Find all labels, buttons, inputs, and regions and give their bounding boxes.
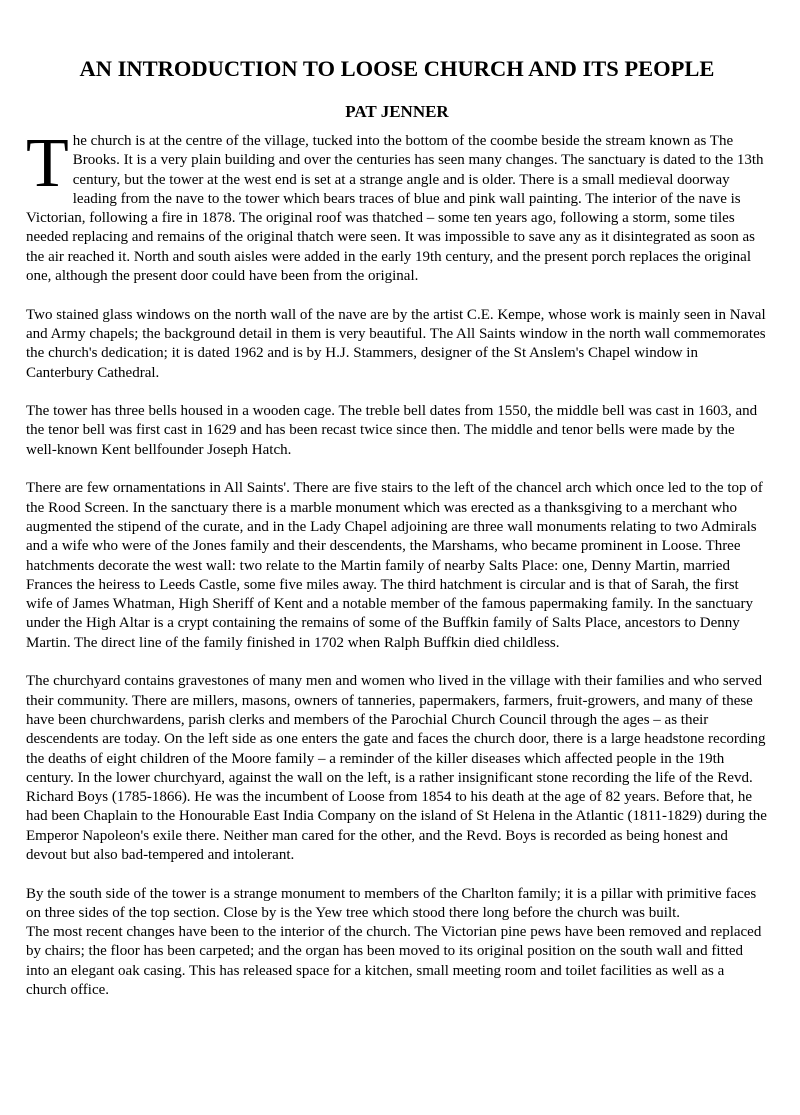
document-title: AN INTRODUCTION TO LOOSE CHURCH AND ITS PEOPLE [79,56,715,81]
document-page [26,0,768,1000]
paragraph-intro [26,125,768,286]
paragraph-recent-changes: The most recent changes have been to the interior of the church. The Victorian pine pews have been removed and replaced by chairs; the floor has been carpeted; and the organ has been moved to its original position on the south wall and fitted into an elegant oak casing. This has released space for a kitchen, small meeting room and toilet facilities as well as a church office. [26,924,762,999]
paragraph-windows: Two stained glass windows on the north wall of the nave are by the artist C.E. Kempe, whose work is mainly seen in Naval and Army chapels; the background detail in them is very beautiful. The All Saints window in the north wall commemorates the church's dedication; it is dated 1962 and is by H.J. Stammers, designer of the St Anslem's Chapel window in Canterbury Cathedral. [26,306,766,381]
paragraph-intro-text: he church is at the centre of the village, tucked into the bottom of the coombe beside the stream known as The Brooks. It is a very plain building and over the centuries has seen many changes. The sanctuary is dated to the 13th century, but the tower at the west end is set at a strange angle and is older. There is a small medieval doorway leading from the nave to the tower which bears traces of blue and pink wall painting. The interior of the nave is Victorian, following a fire in 1878. The original roof was thatched – some ten years ago, following a storm, some tiles needed replacing and remains of the original thatch were seen. It was impossible to save any as it disintegrated as soon as the air reached it. North and south aisles were added in the early 19th century, and the present porch replaces the original one, although the present door could have been from the original. [26,133,764,285]
paragraph-churchyard: The churchyard contains gravestones of many men and women who lived in the village with their families and who served their community. There are millers, masons, owners of tanneries, papermakers, farmers, fruit-growers, and many of these have been churchwardens, parish clerks and members of the Parochial Church Council through the ages – as their descendents are today. On the left side as one enters the gate and faces the church door, there is a large headstone recording the deaths of eight children of the Moore family – a reminder of the killer diseases which affected people in the 19th century. In the lower churchyard, against the wall on the left, is a rather insignificant stone recording the life of the Revd. Richard Boys (1785-1866). He was the incumbent of Loose from 1854 to his death at the age of 82 years. Before that, he had been Chaplain to the Honourable East India Company on the island of St Helena in the Atlantic (1811-1829) during the Emperor Napoleon's exile there. Neither man cared for the other, and the Revd. Boys is recorded as being honest and devout but also bad-tempered and intolerant. [26,673,767,863]
drop-cap: T [26,125,69,202]
author-name: PAT JENNER [345,102,449,121]
paragraph-charlton-monument: By the south side of the tower is a strange monument to members of the Charlton family; it is a pillar with primitive faces on three sides of the top section. Close by is the Yew tree which stood there long before the church was built. [26,885,757,921]
paragraph-bells: The tower has three bells housed in a wooden cage. The treble bell dates from 1550, the middle bell was cast in 1603, and the tenor bell was first cast in 1629 and has been recast twice since then. The middle and tenor bells were made by the well-known Kent bellfounder Joseph Hatch. [26,403,758,458]
paragraph-ornamentations: There are few ornamentations in All Saints'. There are five stairs to the left of the chancel arch which once led to the top of the Rood Screen. In the sanctuary there is a marble monument which was erected as a thanksgiving to a merchant who augmented the stipend of the curate, and in the Lady Chapel adjoining are three wall monuments relating to two Admirals and a wife who were of the Jones family and their descendents, the Marshams, who became prominent in Loose. Three hatchments decorate the west wall: two relate to the Martin family of nearby Salts Place: one, Denny Martin, married Frances the heiress to Leeds Castle, some five miles away. The third hatchment is circular and is that of Sarah, the first wife of James Whatman, High Sheriff of Kent and a notable member of the famous papermaking family. In the sanctuary under the High Altar is a crypt containing the remains of some of the Buffkin family of Salts Place, ancestors to Denny Martin. The direct line of the family finished in 1702 when Ralph Buffkin died childless. [26,480,763,651]
